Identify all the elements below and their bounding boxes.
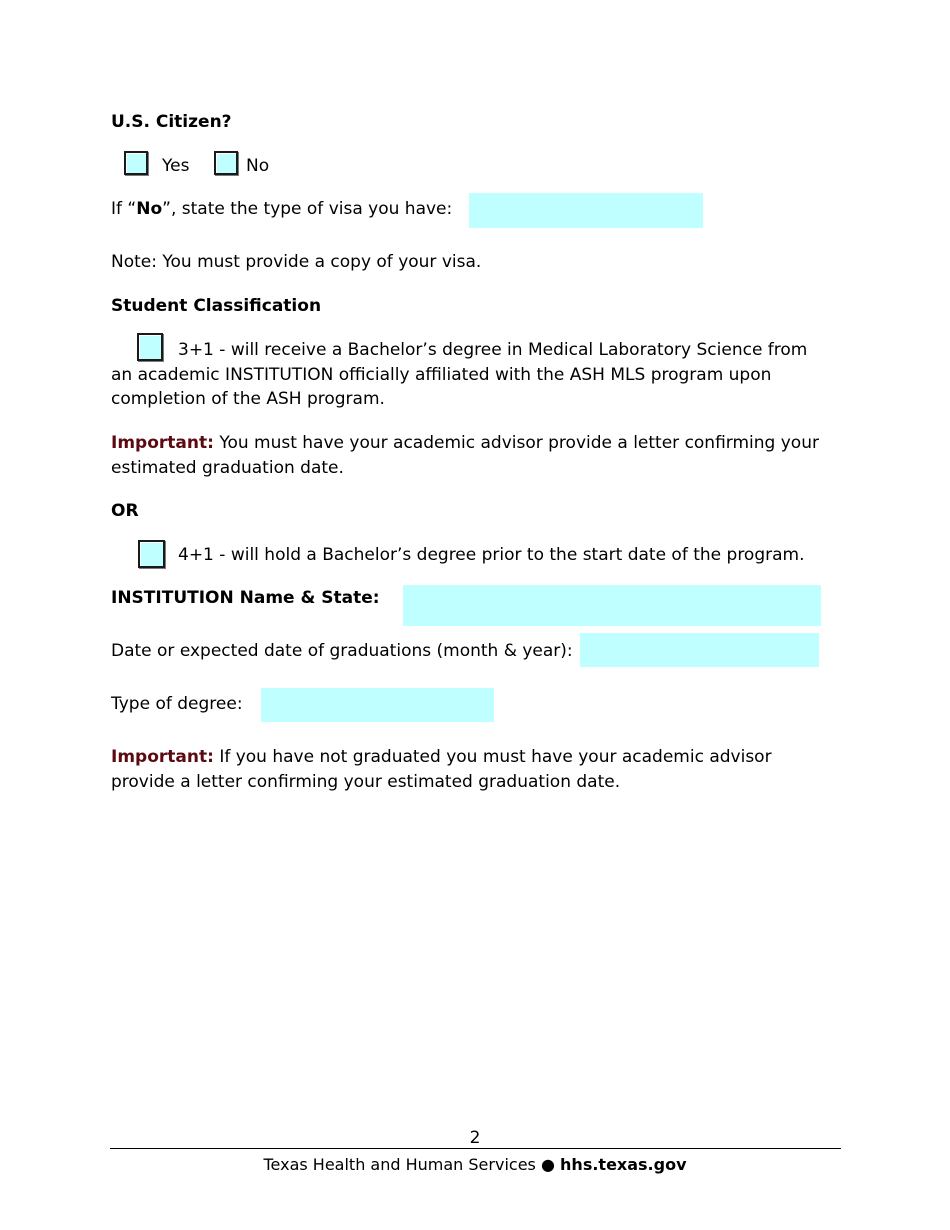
citizen-yes-checkbox[interactable] xyxy=(124,151,148,175)
visa-type-input[interactable] xyxy=(469,193,703,228)
important-label-1: Important: xyxy=(111,433,214,453)
visa-note: Note: You must provide a copy of your visa. xyxy=(111,252,482,272)
visa-no-emphasis: No xyxy=(136,199,163,219)
important-label-2: Important: xyxy=(111,747,214,767)
citizen-no-checkbox[interactable] xyxy=(214,151,238,175)
classification-heading: Student Classification xyxy=(111,296,322,316)
important-text-2: If you have not graduated you must have your academic advisor xyxy=(219,747,772,767)
graduation-date-label: Date or expected date of graduations (month & year): xyxy=(111,641,573,661)
footer-text xyxy=(0,1152,950,1177)
important-note-2 xyxy=(111,745,772,770)
footer-bullet-icon: ● xyxy=(540,1155,555,1174)
option-4plus1-label: 4+1 - will hold a Bachelor’s degree prior to the start date of the program. xyxy=(178,545,805,565)
citizen-heading: U.S. Citizen? xyxy=(111,112,232,132)
degree-type-label: Type of degree: xyxy=(111,694,243,714)
important-text-1: You must have your academic advisor provide a letter confirming your xyxy=(219,433,819,453)
citizen-no-label: No xyxy=(246,156,270,176)
important-text-1-line2: estimated graduation date. xyxy=(111,458,344,478)
option-3plus1-line1: 3+1 - will receive a Bachelor’s degree in Medical Laboratory Science from xyxy=(178,340,808,360)
option-3plus1-checkbox[interactable] xyxy=(137,333,163,361)
visa-question xyxy=(111,197,452,222)
important-text-2-line2: provide a letter confirming your estimated graduation date. xyxy=(111,772,621,792)
graduation-date-input[interactable] xyxy=(580,633,819,667)
footer-site-link[interactable]: hhs.texas.gov xyxy=(560,1155,687,1174)
institution-label: INSTITUTION Name & State: xyxy=(111,588,380,608)
institution-input[interactable] xyxy=(403,585,821,626)
or-label: OR xyxy=(111,501,139,521)
option-4plus1-checkbox[interactable] xyxy=(138,540,165,568)
degree-type-input[interactable] xyxy=(261,688,494,722)
option-3plus1-line3: completion of the ASH program. xyxy=(111,389,385,409)
citizen-yes-label: Yes xyxy=(162,156,190,176)
page-number: 2 xyxy=(469,1128,481,1148)
footer-org: Texas Health and Human Services xyxy=(263,1155,536,1174)
visa-prefix: If “ xyxy=(111,199,137,219)
visa-suffix: ”, state the type of visa you have: xyxy=(162,199,453,219)
important-note-1 xyxy=(111,431,819,456)
footer-divider xyxy=(110,1148,841,1149)
option-3plus1-line2: an academic INSTITUTION officially affiliated with the ASH MLS program upon xyxy=(111,365,772,385)
